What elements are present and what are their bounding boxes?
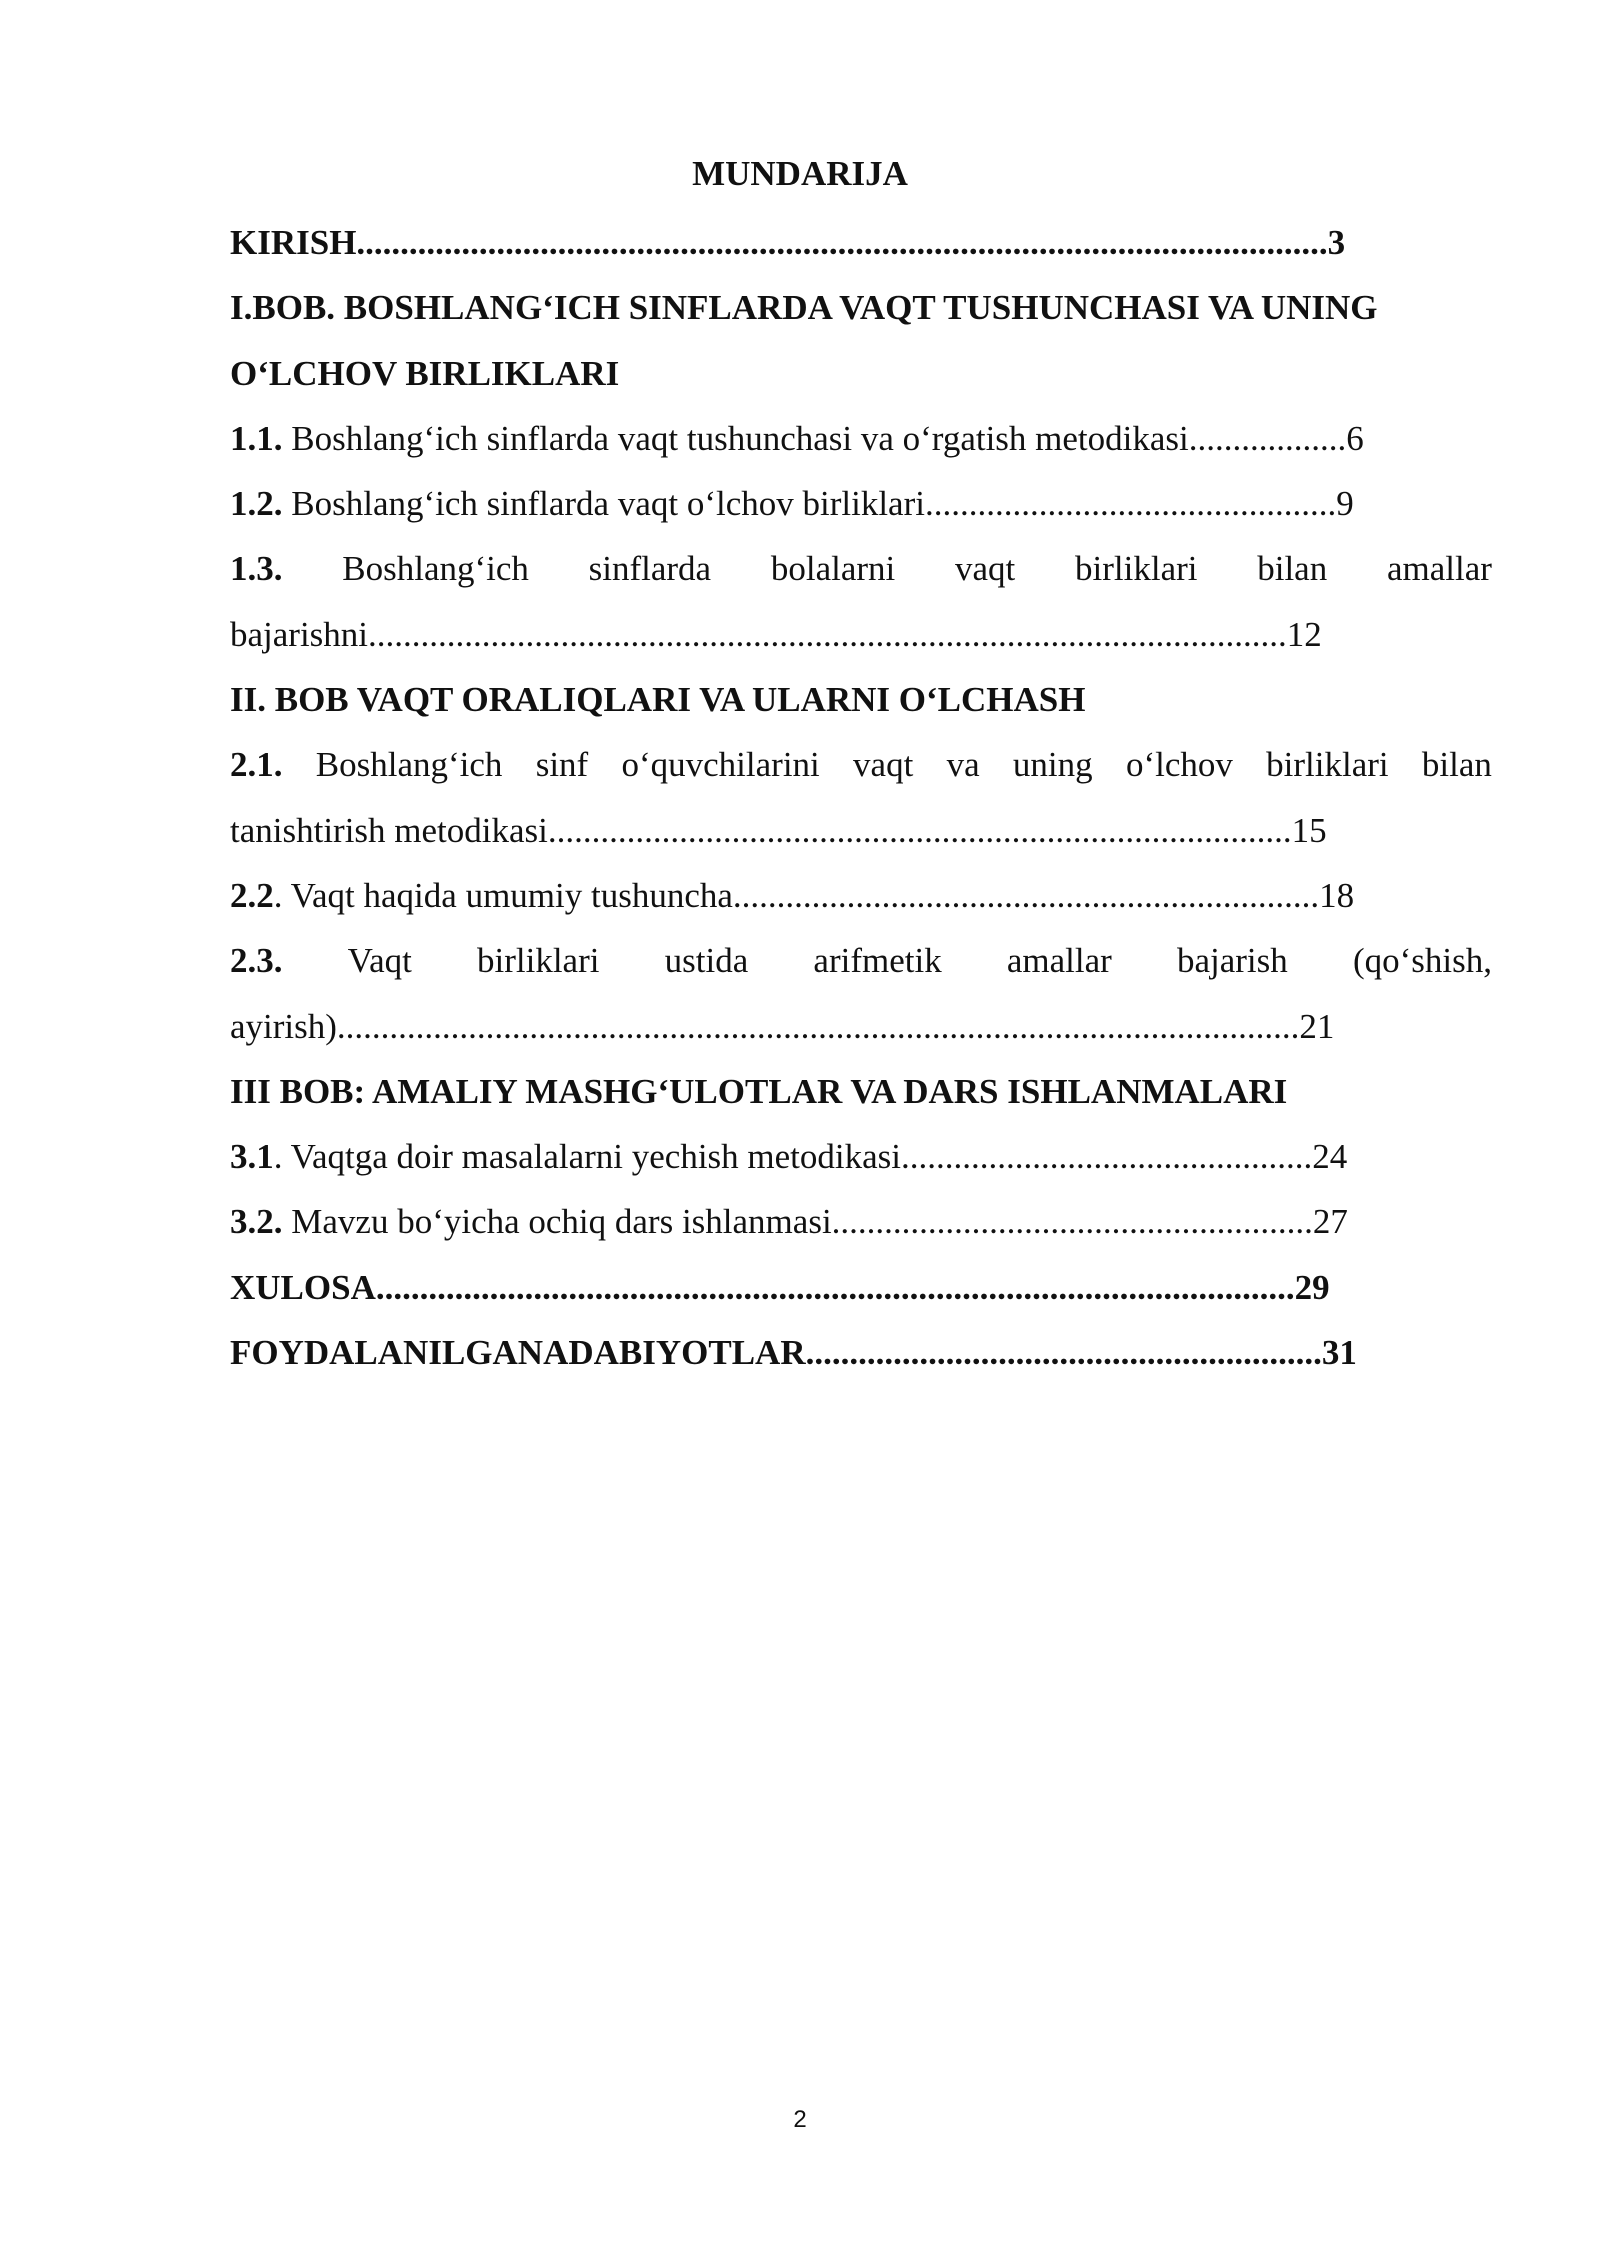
toc-entry-1-3-cont: bajarishni.........................................................................................................12 <box>230 614 1322 654</box>
toc-entry-1-2 <box>230 479 1492 544</box>
toc-word: amallar <box>1386 549 1492 589</box>
toc-entry-number: 3.1 <box>230 1137 274 1177</box>
toc-entry-number: 1.2. <box>230 484 283 524</box>
toc-chapter-1-title: I.BOB. BOSHLANG‘ICH SINFLARDA VAQT TUSHUNCHASI VA UNING <box>230 288 1378 328</box>
toc-entry-2-2 <box>230 871 1492 936</box>
toc-entry-number: 2.1. <box>230 745 283 785</box>
toc-entry-1-3 <box>230 544 1492 609</box>
toc-word: Boshlang‘ich <box>342 549 529 589</box>
toc-entry-text: Mavzu bo‘yicha ochiq dars ishlanmasi.......................................................27 <box>282 1202 1348 1242</box>
toc-word: sinflarda <box>588 549 712 589</box>
toc-word: va <box>946 745 980 785</box>
toc-chapter-2-title: II. BOB VAQT ORALIQLARI VA ULARNI O‘LCHASH <box>230 680 1086 720</box>
toc-entry-kirish: KIRISH...............................................................................................................3 <box>230 223 1346 262</box>
toc-entry-1-1 <box>230 414 1492 479</box>
toc-word: amallar <box>1006 941 1112 981</box>
page-number: 2 <box>793 2106 807 2133</box>
toc-word: arifmetik <box>813 941 942 981</box>
toc-word: Boshlang‘ich <box>315 745 503 785</box>
toc-entry-text: . Vaqtga doir masalalarni yechish metodikasi...............................................24 <box>273 1137 1348 1177</box>
toc-entry-3-2 <box>230 1197 1492 1262</box>
toc-word: (qo‘shish, <box>1352 941 1492 981</box>
toc-entry-number: 2.3. <box>230 941 283 981</box>
toc-word: uning <box>1012 745 1093 785</box>
toc-entry-text: Boshlang‘ich sinflarda vaqt tushunchasi va o‘rgatish metodikasi..................6 <box>282 418 1364 458</box>
toc-word: sinf <box>535 745 589 785</box>
toc-entry-2-1-cont: tanishtirish metodikasi.....................................................................................15 <box>230 810 1327 850</box>
toc-word: o‘quvchilarini <box>621 745 820 785</box>
toc-word: birliklari <box>477 941 600 981</box>
toc-word: ustida <box>664 941 749 981</box>
toc-entry-3-1 <box>230 1132 1492 1197</box>
toc-word: bajarish <box>1176 941 1288 981</box>
toc-word: birliklari <box>1266 745 1389 785</box>
toc-entry-xulosa: XULOSA.........................................................................................................29 <box>230 1267 1330 1307</box>
toc-entry-number: 1.1. <box>230 418 283 458</box>
toc-entry-2-3 <box>230 936 1492 1001</box>
toc-word: Vaqt <box>347 941 412 981</box>
toc-entry-2-3-cont: ayirish)..............................................................................................................21 <box>230 1006 1335 1046</box>
toc-entry-2-1 <box>230 740 1492 805</box>
toc-chapter-1-title-cont: O‘LCHOV BIRLIKLARI <box>230 353 620 393</box>
toc-entry-number: 1.3. <box>230 549 283 589</box>
toc-entry-bibliography: FOYDALANILGANADABIYOTLAR...........................................................31 <box>230 1333 1357 1373</box>
table-of-contents <box>230 218 1492 1393</box>
toc-chapter-3-title: III BOB: AMALIY MASHG‘ULOTLAR VA DARS ISHLANMALARI <box>230 1071 1288 1111</box>
toc-word: bolalarni <box>770 549 896 589</box>
toc-entry-text: . Vaqt haqida umumiy tushuncha...................................................................18 <box>273 875 1355 915</box>
toc-word: vaqt <box>955 549 1016 589</box>
toc-word: bilan <box>1257 549 1328 589</box>
toc-word: bilan <box>1421 745 1492 785</box>
toc-entry-number: 2.2 <box>230 875 274 915</box>
toc-word: birliklari <box>1075 549 1198 589</box>
toc-word: o‘lchov <box>1125 745 1233 785</box>
toc-word: vaqt <box>853 745 914 785</box>
page-title: MUNDARIJA <box>692 154 908 193</box>
toc-entry-text: Boshlang‘ich sinflarda vaqt o‘lchov birliklari...............................................9 <box>282 484 1354 524</box>
toc-entry-number: 3.2. <box>230 1202 283 1242</box>
